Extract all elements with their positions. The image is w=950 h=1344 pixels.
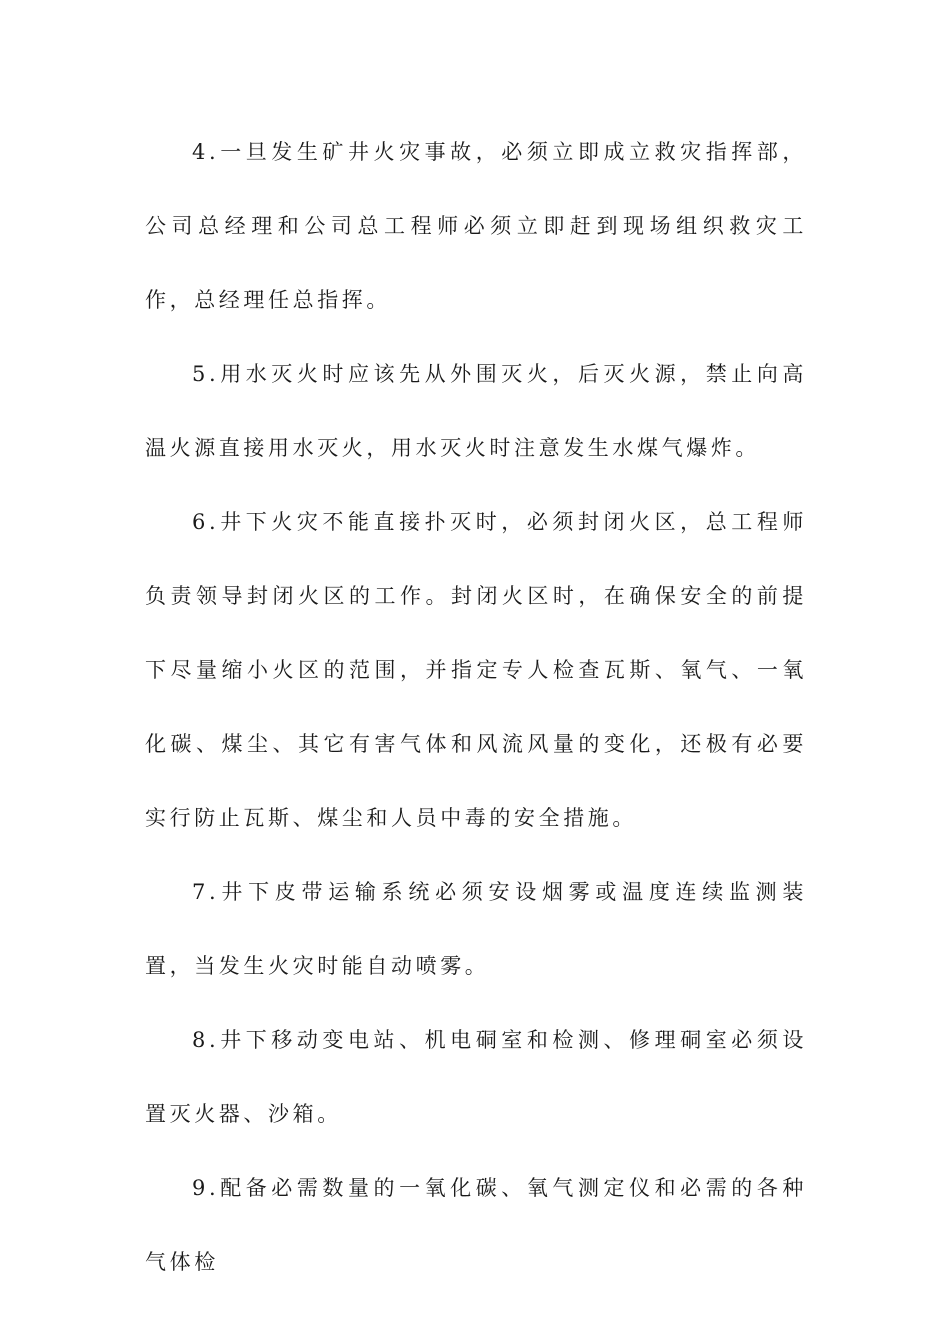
paragraph-item-7: 7.井下皮带运输系统必须安设烟雾或温度连续监测装置，当发生火灾时能自动喷雾。 — [145, 880, 807, 978]
paragraph-item-8: 8.井下移动变电站、机电硐室和检测、修理硐室必须设置灭火器、沙箱。 — [145, 1028, 807, 1126]
paragraph-item-5: 5.用水灭火时应该先从外围灭火，后灭火源，禁止向高温火源直接用水灭火，用水灭火时注意发生水煤气爆炸。 — [145, 362, 807, 460]
document-body — [145, 115, 807, 1299]
paragraph-item-6: 6.井下火灾不能直接扑灭时，必须封闭火区，总工程师负责领导封闭火区的工作。封闭火区时，在确保安全的前提下尽量缩小火区的范围，并指定专人检查瓦斯、氧气、一氧化碳、煤尘、其它有害气体和风流风量的变化，还极有必要实行防止瓦斯、煤尘和人员中毒的安全措施。 — [145, 510, 807, 830]
paragraph-item-9: 9.配备必需数量的一氧化碳、氧气测定仪和必需的各种气体检 — [145, 1176, 807, 1274]
paragraph-item-4: 4.一旦发生矿井火灾事故，必须立即成立救灾指挥部，公司总经理和公司总工程师必须立即赶到现场组织救灾工作，总经理任总指挥。 — [145, 140, 807, 312]
